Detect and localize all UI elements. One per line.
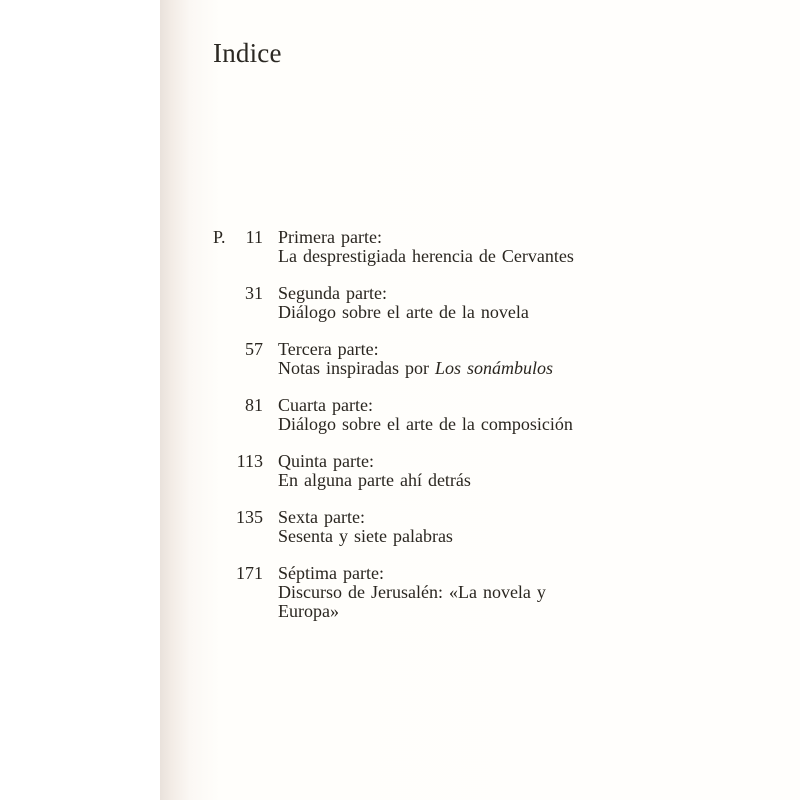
- page-number: 135: [236, 507, 263, 527]
- table-of-contents: [213, 228, 633, 639]
- toc-entry: [213, 452, 633, 490]
- part-title: La desprestigiada herencia de Cervantes: [278, 246, 574, 266]
- page-prefix: P.: [213, 227, 226, 247]
- part-label: Segunda parte:: [278, 283, 387, 303]
- page-number: 113: [236, 451, 263, 471]
- book-title-italic: Los sonámbulos: [434, 358, 554, 378]
- part-title: Discurso de Jerusalén: «La novela y: [278, 582, 546, 602]
- part-label: Primera parte:: [278, 227, 382, 247]
- page-number: 81: [245, 395, 263, 415]
- part-title: Diálogo sobre el arte de la composición: [278, 414, 573, 434]
- toc-entry: [213, 228, 633, 266]
- part-label: Quinta parte:: [278, 451, 374, 471]
- part-label: Tercera parte:: [278, 339, 379, 359]
- part-title: En alguna parte ahí detrás: [278, 470, 471, 490]
- part-title: Diálogo sobre el arte de la novela: [278, 302, 529, 322]
- part-title: Sesenta y siete palabras: [278, 526, 453, 546]
- page-title: Indice: [213, 38, 282, 68]
- page-number: 57: [245, 339, 263, 359]
- page-number: 171: [236, 563, 263, 583]
- part-title-continued: Europa»: [278, 601, 339, 621]
- page-number: 11: [245, 227, 263, 247]
- toc-entry: [213, 396, 633, 434]
- toc-entry: [213, 508, 633, 546]
- toc-entry: [213, 284, 633, 322]
- page-number: 31: [245, 283, 263, 303]
- toc-entry: [213, 340, 633, 378]
- part-label: Cuarta parte:: [278, 395, 373, 415]
- toc-entry: [213, 564, 633, 621]
- part-label: Séptima parte:: [278, 563, 384, 583]
- part-title-text: Notas inspiradas por: [278, 358, 435, 378]
- part-label: Sexta parte:: [278, 507, 365, 527]
- part-title: [278, 359, 633, 378]
